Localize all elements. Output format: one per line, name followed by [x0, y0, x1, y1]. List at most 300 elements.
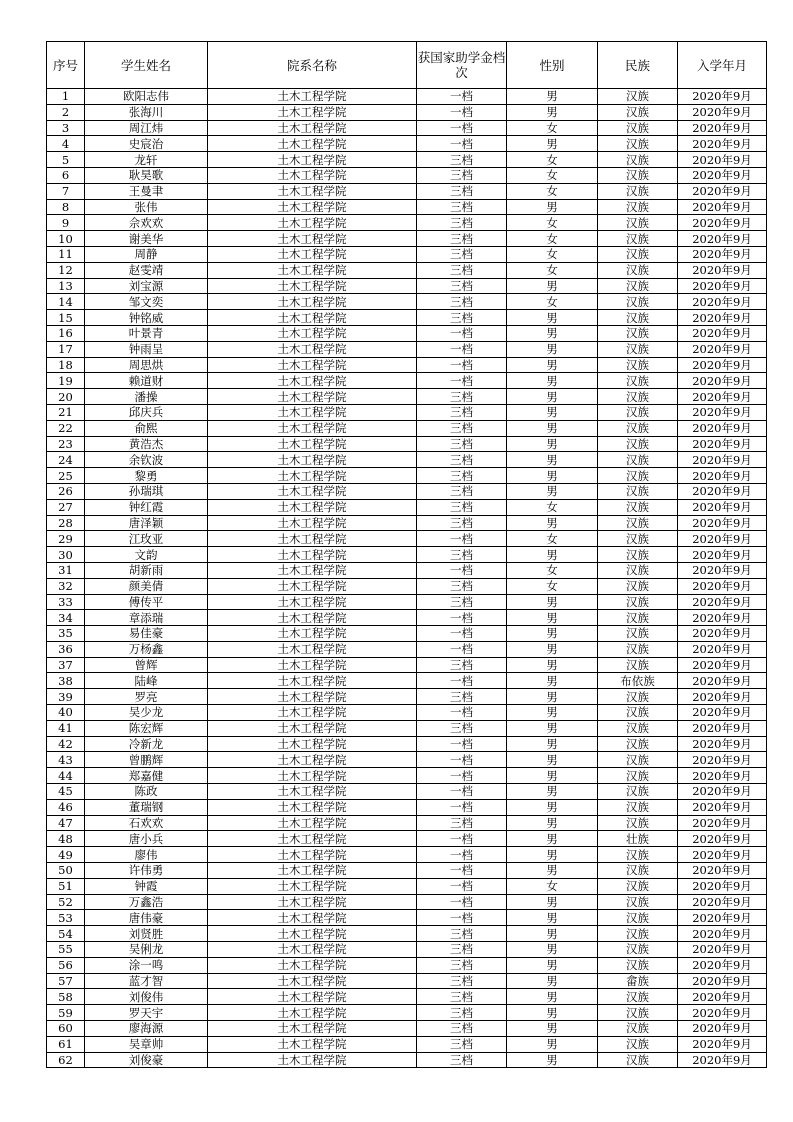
cell-index: 20	[47, 389, 85, 405]
cell-gender: 男	[507, 594, 598, 610]
cell-enrollment-date: 2020年9月	[678, 1052, 767, 1068]
cell-student-name: 廖海源	[85, 1021, 208, 1037]
cell-enrollment-date: 2020年9月	[678, 957, 767, 973]
cell-department: 土木工程学院	[208, 1036, 417, 1052]
cell-gender: 女	[507, 231, 598, 247]
cell-gender: 男	[507, 799, 598, 815]
cell-department: 土木工程学院	[208, 894, 417, 910]
cell-gender: 男	[507, 199, 598, 215]
cell-department: 土木工程学院	[208, 847, 417, 863]
cell-enrollment-date: 2020年9月	[678, 436, 767, 452]
cell-enrollment-date: 2020年9月	[678, 310, 767, 326]
cell-student-name: 廖伟	[85, 847, 208, 863]
cell-index: 1	[47, 89, 85, 105]
cell-student-name: 佘欢欢	[85, 215, 208, 231]
table-row	[47, 246, 767, 262]
table-row	[47, 689, 767, 705]
table-row	[47, 404, 767, 420]
cell-enrollment-date: 2020年9月	[678, 136, 767, 152]
cell-ethnicity: 汉族	[598, 626, 678, 642]
cell-index: 56	[47, 957, 85, 973]
cell-ethnicity: 汉族	[598, 641, 678, 657]
table-body	[47, 89, 767, 1068]
cell-ethnicity: 布依族	[598, 673, 678, 689]
cell-enrollment-date: 2020年9月	[678, 325, 767, 341]
cell-student-name: 俞熙	[85, 420, 208, 436]
cell-enrollment-date: 2020年9月	[678, 152, 767, 168]
cell-grant-level: 三档	[417, 957, 507, 973]
cell-department: 土木工程学院	[208, 468, 417, 484]
cell-grant-level: 三档	[417, 720, 507, 736]
cell-student-name: 钟铭威	[85, 310, 208, 326]
cell-student-name: 颜美倩	[85, 578, 208, 594]
cell-grant-level: 一档	[417, 641, 507, 657]
cell-student-name: 郑嘉健	[85, 768, 208, 784]
cell-enrollment-date: 2020年9月	[678, 373, 767, 389]
cell-ethnicity: 汉族	[598, 768, 678, 784]
cell-student-name: 文韵	[85, 547, 208, 563]
cell-department: 土木工程学院	[208, 278, 417, 294]
cell-student-name: 史宸治	[85, 136, 208, 152]
cell-index: 22	[47, 420, 85, 436]
cell-index: 62	[47, 1052, 85, 1068]
cell-grant-level: 三档	[417, 989, 507, 1005]
cell-gender: 男	[507, 310, 598, 326]
cell-index: 17	[47, 341, 85, 357]
cell-gender: 男	[507, 863, 598, 879]
cell-department: 土木工程学院	[208, 831, 417, 847]
table-row	[47, 831, 767, 847]
cell-ethnicity: 汉族	[598, 547, 678, 563]
cell-gender: 男	[507, 894, 598, 910]
cell-department: 土木工程学院	[208, 1052, 417, 1068]
cell-enrollment-date: 2020年9月	[678, 673, 767, 689]
cell-student-name: 易佳豪	[85, 626, 208, 642]
cell-grant-level: 一档	[417, 562, 507, 578]
cell-enrollment-date: 2020年9月	[678, 657, 767, 673]
cell-department: 土木工程学院	[208, 215, 417, 231]
table-row	[47, 768, 767, 784]
cell-ethnicity: 汉族	[598, 531, 678, 547]
cell-student-name: 涂一鸣	[85, 957, 208, 973]
cell-ethnicity: 汉族	[598, 152, 678, 168]
cell-gender: 女	[507, 499, 598, 515]
cell-grant-level: 三档	[417, 262, 507, 278]
cell-student-name: 刘贤胜	[85, 926, 208, 942]
cell-index: 26	[47, 483, 85, 499]
cell-ethnicity: 汉族	[598, 926, 678, 942]
cell-department: 土木工程学院	[208, 294, 417, 310]
cell-department: 土木工程学院	[208, 483, 417, 499]
cell-gender: 男	[507, 278, 598, 294]
cell-grant-level: 一档	[417, 894, 507, 910]
cell-gender: 男	[507, 641, 598, 657]
cell-student-name: 孙瑞琪	[85, 483, 208, 499]
cell-ethnicity: 汉族	[598, 610, 678, 626]
cell-department: 土木工程学院	[208, 973, 417, 989]
cell-grant-level: 三档	[417, 468, 507, 484]
cell-student-name: 赖道财	[85, 373, 208, 389]
table-row	[47, 626, 767, 642]
cell-index: 5	[47, 152, 85, 168]
cell-ethnicity: 汉族	[598, 578, 678, 594]
table-row	[47, 942, 767, 958]
cell-student-name: 赵雯靖	[85, 262, 208, 278]
cell-gender: 女	[507, 120, 598, 136]
cell-ethnicity: 壮族	[598, 831, 678, 847]
cell-enrollment-date: 2020年9月	[678, 357, 767, 373]
cell-index: 57	[47, 973, 85, 989]
cell-gender: 女	[507, 294, 598, 310]
table-row	[47, 310, 767, 326]
cell-student-name: 潘操	[85, 389, 208, 405]
cell-ethnicity: 汉族	[598, 515, 678, 531]
table-row	[47, 815, 767, 831]
cell-student-name: 胡新雨	[85, 562, 208, 578]
table-row	[47, 341, 767, 357]
cell-index: 24	[47, 452, 85, 468]
header-row	[47, 42, 767, 89]
cell-ethnicity: 汉族	[598, 799, 678, 815]
cell-student-name: 钟红霞	[85, 499, 208, 515]
cell-ethnicity: 汉族	[598, 562, 678, 578]
cell-ethnicity: 汉族	[598, 499, 678, 515]
cell-department: 土木工程学院	[208, 815, 417, 831]
cell-enrollment-date: 2020年9月	[678, 468, 767, 484]
cell-department: 土木工程学院	[208, 657, 417, 673]
cell-grant-level: 一档	[417, 626, 507, 642]
cell-grant-level: 一档	[417, 373, 507, 389]
cell-index: 11	[47, 246, 85, 262]
cell-index: 32	[47, 578, 85, 594]
cell-gender: 男	[507, 973, 598, 989]
cell-index: 13	[47, 278, 85, 294]
cell-index: 12	[47, 262, 85, 278]
cell-student-name: 刘俊伟	[85, 989, 208, 1005]
cell-grant-level: 一档	[417, 104, 507, 120]
cell-enrollment-date: 2020年9月	[678, 878, 767, 894]
cell-grant-level: 三档	[417, 689, 507, 705]
table-row	[47, 910, 767, 926]
cell-enrollment-date: 2020年9月	[678, 183, 767, 199]
cell-department: 土木工程学院	[208, 705, 417, 721]
cell-enrollment-date: 2020年9月	[678, 199, 767, 215]
cell-index: 46	[47, 799, 85, 815]
table-row	[47, 799, 767, 815]
cell-enrollment-date: 2020年9月	[678, 215, 767, 231]
cell-gender: 男	[507, 404, 598, 420]
cell-student-name: 江玫亚	[85, 531, 208, 547]
cell-grant-level: 一档	[417, 736, 507, 752]
cell-grant-level: 一档	[417, 847, 507, 863]
cell-student-name: 刘俊豪	[85, 1052, 208, 1068]
table-row	[47, 562, 767, 578]
table-row	[47, 483, 767, 499]
cell-ethnicity: 汉族	[598, 594, 678, 610]
cell-index: 9	[47, 215, 85, 231]
cell-index: 30	[47, 547, 85, 563]
cell-gender: 男	[507, 926, 598, 942]
cell-grant-level: 一档	[417, 136, 507, 152]
cell-ethnicity: 汉族	[598, 957, 678, 973]
table-row	[47, 657, 767, 673]
cell-gender: 男	[507, 104, 598, 120]
cell-index: 54	[47, 926, 85, 942]
cell-index: 35	[47, 626, 85, 642]
cell-enrollment-date: 2020年9月	[678, 1021, 767, 1037]
table-row	[47, 215, 767, 231]
cell-department: 土木工程学院	[208, 436, 417, 452]
cell-ethnicity: 汉族	[598, 657, 678, 673]
cell-department: 土木工程学院	[208, 531, 417, 547]
cell-gender: 男	[507, 657, 598, 673]
table-row	[47, 294, 767, 310]
cell-grant-level: 三档	[417, 167, 507, 183]
cell-grant-level: 一档	[417, 752, 507, 768]
cell-department: 土木工程学院	[208, 926, 417, 942]
cell-student-name: 曾鹏辉	[85, 752, 208, 768]
table-row	[47, 452, 767, 468]
cell-department: 土木工程学院	[208, 262, 417, 278]
cell-enrollment-date: 2020年9月	[678, 562, 767, 578]
cell-enrollment-date: 2020年9月	[678, 262, 767, 278]
cell-student-name: 龙轩	[85, 152, 208, 168]
table-row	[47, 436, 767, 452]
cell-grant-level: 三档	[417, 657, 507, 673]
cell-index: 48	[47, 831, 85, 847]
cell-ethnicity: 汉族	[598, 231, 678, 247]
cell-enrollment-date: 2020年9月	[678, 752, 767, 768]
table-row	[47, 136, 767, 152]
cell-student-name: 陆峰	[85, 673, 208, 689]
cell-index: 16	[47, 325, 85, 341]
cell-ethnicity: 汉族	[598, 689, 678, 705]
cell-ethnicity: 汉族	[598, 752, 678, 768]
cell-student-name: 唐小兵	[85, 831, 208, 847]
cell-grant-level: 三档	[417, 199, 507, 215]
cell-index: 43	[47, 752, 85, 768]
cell-student-name: 黎勇	[85, 468, 208, 484]
cell-gender: 男	[507, 752, 598, 768]
cell-department: 土木工程学院	[208, 152, 417, 168]
cell-gender: 男	[507, 847, 598, 863]
cell-department: 土木工程学院	[208, 689, 417, 705]
table-row	[47, 720, 767, 736]
cell-ethnicity: 汉族	[598, 468, 678, 484]
cell-ethnicity: 汉族	[598, 436, 678, 452]
cell-enrollment-date: 2020年9月	[678, 278, 767, 294]
cell-ethnicity: 畲族	[598, 973, 678, 989]
cell-grant-level: 三档	[417, 436, 507, 452]
cell-grant-level: 三档	[417, 973, 507, 989]
cell-grant-level: 三档	[417, 231, 507, 247]
cell-department: 土木工程学院	[208, 863, 417, 879]
cell-grant-level: 一档	[417, 784, 507, 800]
cell-gender: 女	[507, 152, 598, 168]
cell-student-name: 张海川	[85, 104, 208, 120]
cell-ethnicity: 汉族	[598, 120, 678, 136]
table-row	[47, 152, 767, 168]
table-row	[47, 547, 767, 563]
cell-enrollment-date: 2020年9月	[678, 831, 767, 847]
cell-grant-level: 一档	[417, 357, 507, 373]
table-row	[47, 515, 767, 531]
cell-grant-level: 一档	[417, 705, 507, 721]
cell-department: 土木工程学院	[208, 183, 417, 199]
cell-ethnicity: 汉族	[598, 989, 678, 1005]
cell-gender: 男	[507, 942, 598, 958]
cell-student-name: 吴俐龙	[85, 942, 208, 958]
cell-department: 土木工程学院	[208, 231, 417, 247]
cell-gender: 女	[507, 246, 598, 262]
cell-index: 36	[47, 641, 85, 657]
cell-enrollment-date: 2020年9月	[678, 942, 767, 958]
cell-index: 19	[47, 373, 85, 389]
table-row	[47, 1052, 767, 1068]
cell-enrollment-date: 2020年9月	[678, 815, 767, 831]
cell-enrollment-date: 2020年9月	[678, 483, 767, 499]
cell-enrollment-date: 2020年9月	[678, 404, 767, 420]
cell-ethnicity: 汉族	[598, 104, 678, 120]
cell-enrollment-date: 2020年9月	[678, 689, 767, 705]
table-row	[47, 957, 767, 973]
cell-student-name: 余钦波	[85, 452, 208, 468]
cell-grant-level: 三档	[417, 1052, 507, 1068]
cell-gender: 男	[507, 373, 598, 389]
cell-department: 土木工程学院	[208, 246, 417, 262]
cell-grant-level: 一档	[417, 673, 507, 689]
cell-enrollment-date: 2020年9月	[678, 515, 767, 531]
cell-ethnicity: 汉族	[598, 1052, 678, 1068]
table-row	[47, 752, 767, 768]
cell-department: 土木工程学院	[208, 784, 417, 800]
cell-ethnicity: 汉族	[598, 341, 678, 357]
cell-enrollment-date: 2020年9月	[678, 452, 767, 468]
cell-student-name: 唐泽颖	[85, 515, 208, 531]
cell-index: 38	[47, 673, 85, 689]
cell-department: 土木工程学院	[208, 562, 417, 578]
cell-enrollment-date: 2020年9月	[678, 894, 767, 910]
cell-gender: 男	[507, 1005, 598, 1021]
cell-grant-level: 三档	[417, 389, 507, 405]
cell-student-name: 王曼聿	[85, 183, 208, 199]
table-row	[47, 199, 767, 215]
cell-department: 土木工程学院	[208, 167, 417, 183]
table-row	[47, 262, 767, 278]
cell-student-name: 叶景青	[85, 325, 208, 341]
cell-index: 21	[47, 404, 85, 420]
table-row	[47, 231, 767, 247]
cell-student-name: 董瑞钢	[85, 799, 208, 815]
table-row	[47, 389, 767, 405]
cell-ethnicity: 汉族	[598, 910, 678, 926]
cell-ethnicity: 汉族	[598, 720, 678, 736]
cell-ethnicity: 汉族	[598, 167, 678, 183]
cell-enrollment-date: 2020年9月	[678, 531, 767, 547]
cell-grant-level: 三档	[417, 404, 507, 420]
cell-ethnicity: 汉族	[598, 815, 678, 831]
table-row	[47, 594, 767, 610]
table-row	[47, 89, 767, 105]
table-row	[47, 468, 767, 484]
cell-enrollment-date: 2020年9月	[678, 641, 767, 657]
cell-enrollment-date: 2020年9月	[678, 863, 767, 879]
cell-enrollment-date: 2020年9月	[678, 594, 767, 610]
header-gender: 性别	[507, 42, 598, 89]
cell-department: 土木工程学院	[208, 768, 417, 784]
cell-grant-level: 三档	[417, 310, 507, 326]
cell-ethnicity: 汉族	[598, 325, 678, 341]
cell-enrollment-date: 2020年9月	[678, 499, 767, 515]
cell-department: 土木工程学院	[208, 452, 417, 468]
cell-ethnicity: 汉族	[598, 262, 678, 278]
table-row	[47, 847, 767, 863]
header-department: 院系名称	[208, 42, 417, 89]
cell-grant-level: 三档	[417, 152, 507, 168]
cell-ethnicity: 汉族	[598, 389, 678, 405]
cell-gender: 男	[507, 436, 598, 452]
cell-gender: 男	[507, 736, 598, 752]
cell-gender: 男	[507, 1052, 598, 1068]
cell-gender: 男	[507, 136, 598, 152]
cell-index: 55	[47, 942, 85, 958]
cell-grant-level: 一档	[417, 341, 507, 357]
table-row	[47, 373, 767, 389]
cell-index: 27	[47, 499, 85, 515]
cell-grant-level: 三档	[417, 278, 507, 294]
table-row	[47, 705, 767, 721]
cell-gender: 男	[507, 452, 598, 468]
cell-enrollment-date: 2020年9月	[678, 104, 767, 120]
cell-enrollment-date: 2020年9月	[678, 578, 767, 594]
cell-ethnicity: 汉族	[598, 1005, 678, 1021]
cell-grant-level: 三档	[417, 515, 507, 531]
cell-student-name: 傅传平	[85, 594, 208, 610]
cell-enrollment-date: 2020年9月	[678, 420, 767, 436]
cell-ethnicity: 汉族	[598, 310, 678, 326]
cell-gender: 男	[507, 673, 598, 689]
cell-student-name: 谢美华	[85, 231, 208, 247]
cell-gender: 男	[507, 389, 598, 405]
cell-department: 土木工程学院	[208, 957, 417, 973]
table-row	[47, 1005, 767, 1021]
cell-index: 23	[47, 436, 85, 452]
cell-department: 土木工程学院	[208, 199, 417, 215]
cell-index: 44	[47, 768, 85, 784]
cell-index: 25	[47, 468, 85, 484]
cell-enrollment-date: 2020年9月	[678, 799, 767, 815]
header-enrollment-date: 入学年月	[678, 42, 767, 89]
cell-gender: 男	[507, 547, 598, 563]
table-row	[47, 278, 767, 294]
cell-index: 39	[47, 689, 85, 705]
cell-index: 41	[47, 720, 85, 736]
cell-index: 50	[47, 863, 85, 879]
cell-gender: 男	[507, 815, 598, 831]
table-row	[47, 784, 767, 800]
table-row	[47, 578, 767, 594]
cell-ethnicity: 汉族	[598, 942, 678, 958]
cell-ethnicity: 汉族	[598, 294, 678, 310]
cell-index: 3	[47, 120, 85, 136]
cell-student-name: 万鑫浩	[85, 894, 208, 910]
cell-grant-level: 三档	[417, 483, 507, 499]
cell-index: 15	[47, 310, 85, 326]
cell-enrollment-date: 2020年9月	[678, 926, 767, 942]
cell-department: 土木工程学院	[208, 736, 417, 752]
cell-grant-level: 三档	[417, 926, 507, 942]
table-row	[47, 610, 767, 626]
